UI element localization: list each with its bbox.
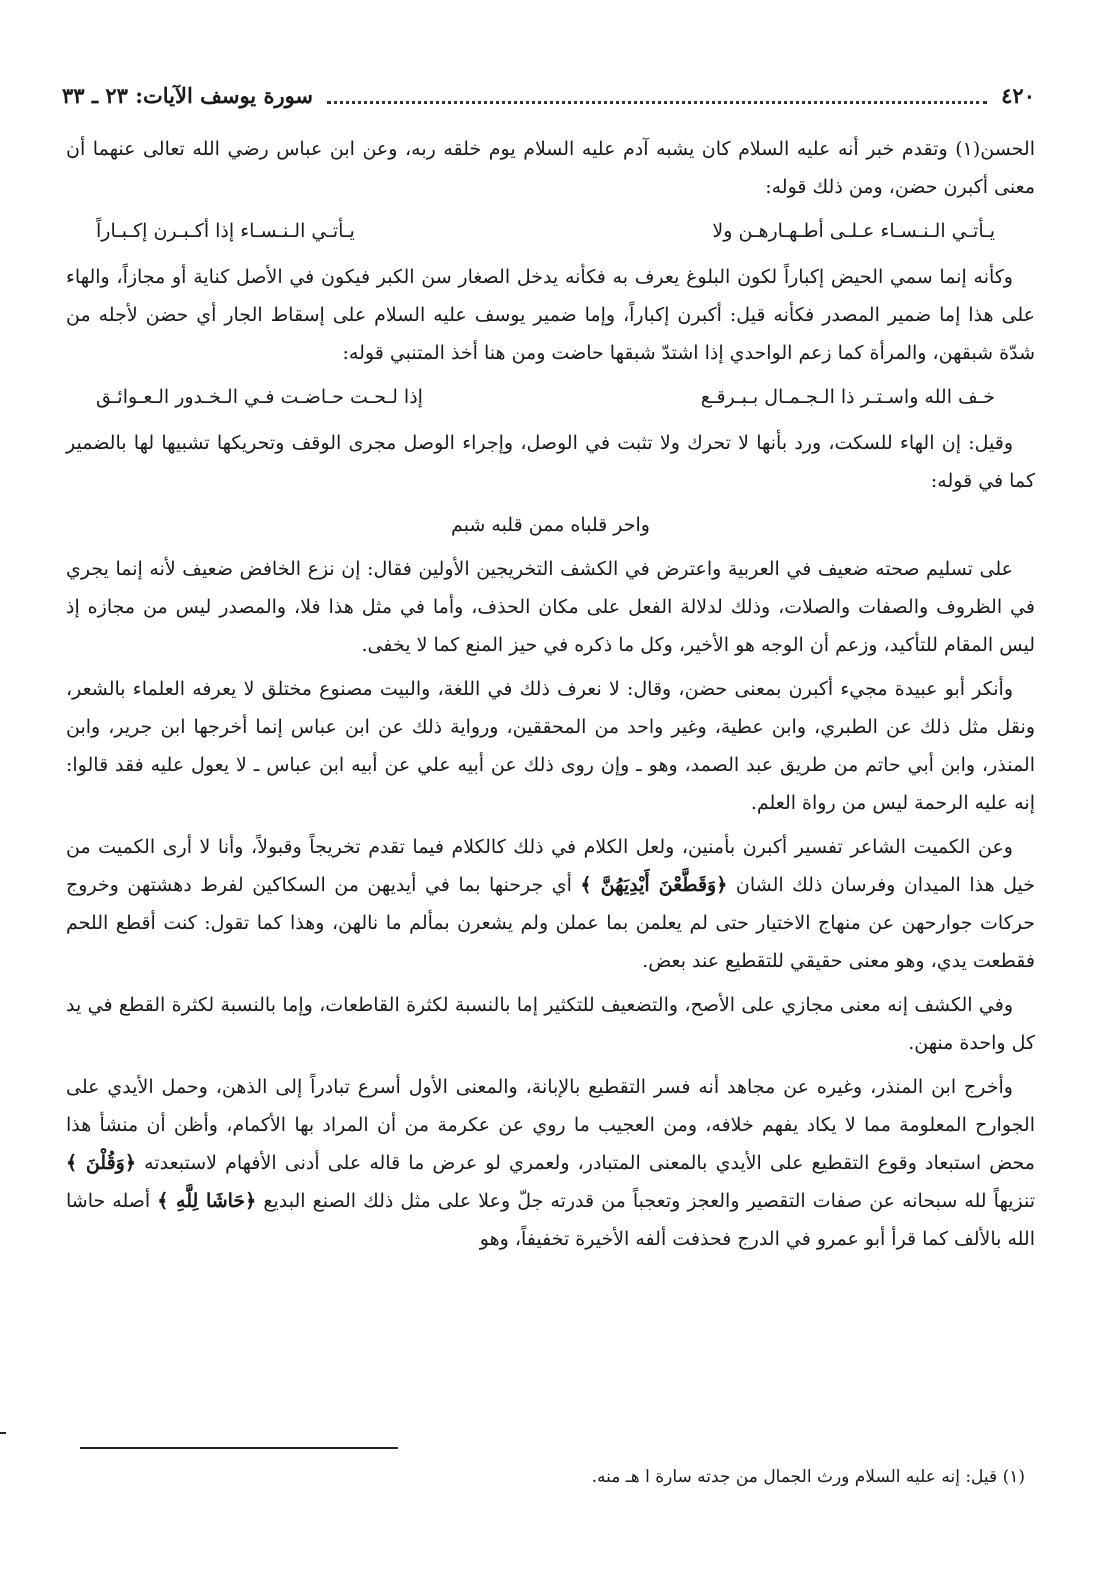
poetry-verse-2: [66, 378, 1035, 416]
paragraph-4: على تسليم صحته ضعيف في العربية واعترض في الكشف التخريجين الأولين فقال: إن نزع الخافض ضعيف لأنه إنما يجري في الظروف والصفات والصلات، وذلك لدلالة الفعل على مكان الحذف، وأما في مثل هذا فلا، والمصدر ليس من مجازه إذ ليس المقام للتأكيد، وزعم أن الوجه هو الأخير، وكل ما ذكره في حيز المنع كما لا يخفى.: [66, 558, 1035, 656]
quran-quote-3: ﴿حَاشَا لِلَّهِ ﴾: [157, 1190, 257, 1212]
surah-title: سورة يوسف الآيات: ٢٣ ـ ٣٣: [62, 82, 314, 108]
verse-2-first-hemistich: خـف الله واسـتـر ذا الـجـمـال بـبـرقـع: [700, 386, 995, 408]
paragraph-7: وفي الكشف إنه معنى مجازي على الأصح، والتضعيف للتكثير إما بالنسبة لكثرة القاطعات، وإما بالنسبة لكثرة القطع في يد كل واحدة منهن.: [66, 994, 1035, 1054]
paragraph-5: وأنكر أبو عبيدة مجيء أكبرن بمعنى حضن، وقال: لا نعرف ذلك في اللغة، والبيت مصنوع مختلق لا يعرفه العلماء بالشعر، ونقل مثل ذلك عن الطبري، وابن عطية، وغير واحد من المحققين، ورواية ذلك عن ابن عباس إنما أخرجها ابن جرير، وابن المنذر، وابن أبي حاتم من طريق عبد الصمد، وهو ـ وإن روى ذلك عن أبيه علي عن أبيه ابن عباس ـ لا يعول عليه فقد قالوا: إنه عليه الرحمة ليس من رواة العلم.: [66, 678, 1035, 814]
centered-poetry-line: واحر قلباه ممن قلبه شبم: [451, 514, 650, 536]
page-body: [66, 130, 1035, 1264]
margin-mark: [0, 1432, 6, 1434]
header-dot-leader: [327, 87, 987, 104]
paragraph-6: [66, 828, 1035, 980]
page-number: ٤٢٠: [1001, 82, 1035, 108]
quran-quote-2: ﴿وَقُلْنَ ﴾: [66, 1152, 136, 1174]
paragraph-1: الحسن(١) وتقدم خبر أنه عليه السلام كان يشبه آدم عليه السلام يوم خلقه ربه، وعن ابن عباس رضي الله تعالى عنهما أن معنى أكبرن حضن، ومن ذلك قوله:: [66, 138, 1035, 198]
running-header: [62, 78, 1035, 112]
paragraph-2: وكأنه إنما سمي الحيض إكباراً لكون البلوغ يعرف به فكأنه يدخل الصغار سن الكبر فيكون في الأصل كناية أو مجازاً، والهاء على هذا إما ضمير المصدر فكأنه قيل: أكبرن إكباراً، وإما ضمير يوسف عليه السلام على إسقاط الجار أي حضن لأجله من شدّة شبقهن، والمرأة كما زعم الواحدي إذا اشتدّ شبقها حاضت ومن هنا أخذ المتنبي قوله:: [66, 266, 1035, 364]
paragraph-8-part-c: أصله حاشا الله بالألف كما قرأ أبو عمرو في الدرج فحذفت ألفه الأخيرة تخفيفاً، وهو: [66, 1190, 1035, 1250]
verse-1-second-hemistich: يـأتـي الـنـسـاء إذا أكـبـرن إكـبـاراً: [96, 220, 355, 242]
footnote: (١) قيل: إنه عليه السلام ورث الجمال من جدته سارة ا هـ منه.: [591, 1467, 1025, 1487]
paragraph-3: وقيل: إن الهاء للسكت، ورد بأنها لا تحرك ولا تثبت في الوصل، وإجراء الوصل مجرى الوقف وتحريكها تشبيها لها بالضمير كما في قوله:: [66, 432, 1035, 492]
paragraph-8-part-a: وأخرج ابن المنذر، وغيره عن مجاهد أنه فسر التقطيع بالإبانة، والمعنى الأول أسرع تبادراً إلى الذهن، وحمل الأيدي على الجوارح المعلومة مما لا يكاد يفهم خلافه، ومن العجيب ما روي عن عكرمة من أن المراد بها الأكمام، وأظن أن منشأ هذا محض استبعاد وقوع التقطيع على الأيدي بالمعنى المتبادر، ولعمري لو عرض ما قاله على أدنى الأفهام لاستبعدته: [66, 1076, 1035, 1174]
quran-quote-1: ﴿وَقَطَّعْنَ أَيْدِيَهُنَّ ﴾: [580, 874, 728, 896]
footnote-separator: [80, 1447, 398, 1449]
poetry-verse-1: [66, 212, 1035, 250]
verse-2-second-hemistich: إذا لـحـت حـاضـت فـي الـخـدور الـعـوائـق: [96, 386, 423, 408]
paragraph-8-part-b: تنزيهاً لله سبحانه عن صفات التقصير والعجز وتعجباً من قدرته جلّ وعلا على مثل ذلك الصنع البديع: [263, 1190, 1035, 1212]
verse-1-first-hemistich: يـأتـي الـنـسـاء عـلـى أطـهـارهـن ولا: [712, 220, 995, 242]
paragraph-6-part-b: أي جرحنها بما في أيديهن من السكاكين لفرط دهشتهن وخروج حركات جوارحهن عن منهاج الاختيار حتى لم يعلمن بما عملن ولم يشعرن بمألم ما نالهن، وهذا كما تقول: كنت أقطع اللحم فقطعت يدي، وهو معنى حقيقي للتقطيع عند بعض.: [66, 874, 1035, 972]
paragraph-8: [66, 1068, 1035, 1258]
paragraph-6-part-a: وعن الكميت الشاعر تفسير أكبرن بأمنين، ولعل الكلام في ذلك كالكلام فيما تقدم تخريجاً وقبولاً، وأنا لا أرى الكميت من خيل هذا الميدان وفرسان ذلك الشان: [66, 836, 1035, 896]
